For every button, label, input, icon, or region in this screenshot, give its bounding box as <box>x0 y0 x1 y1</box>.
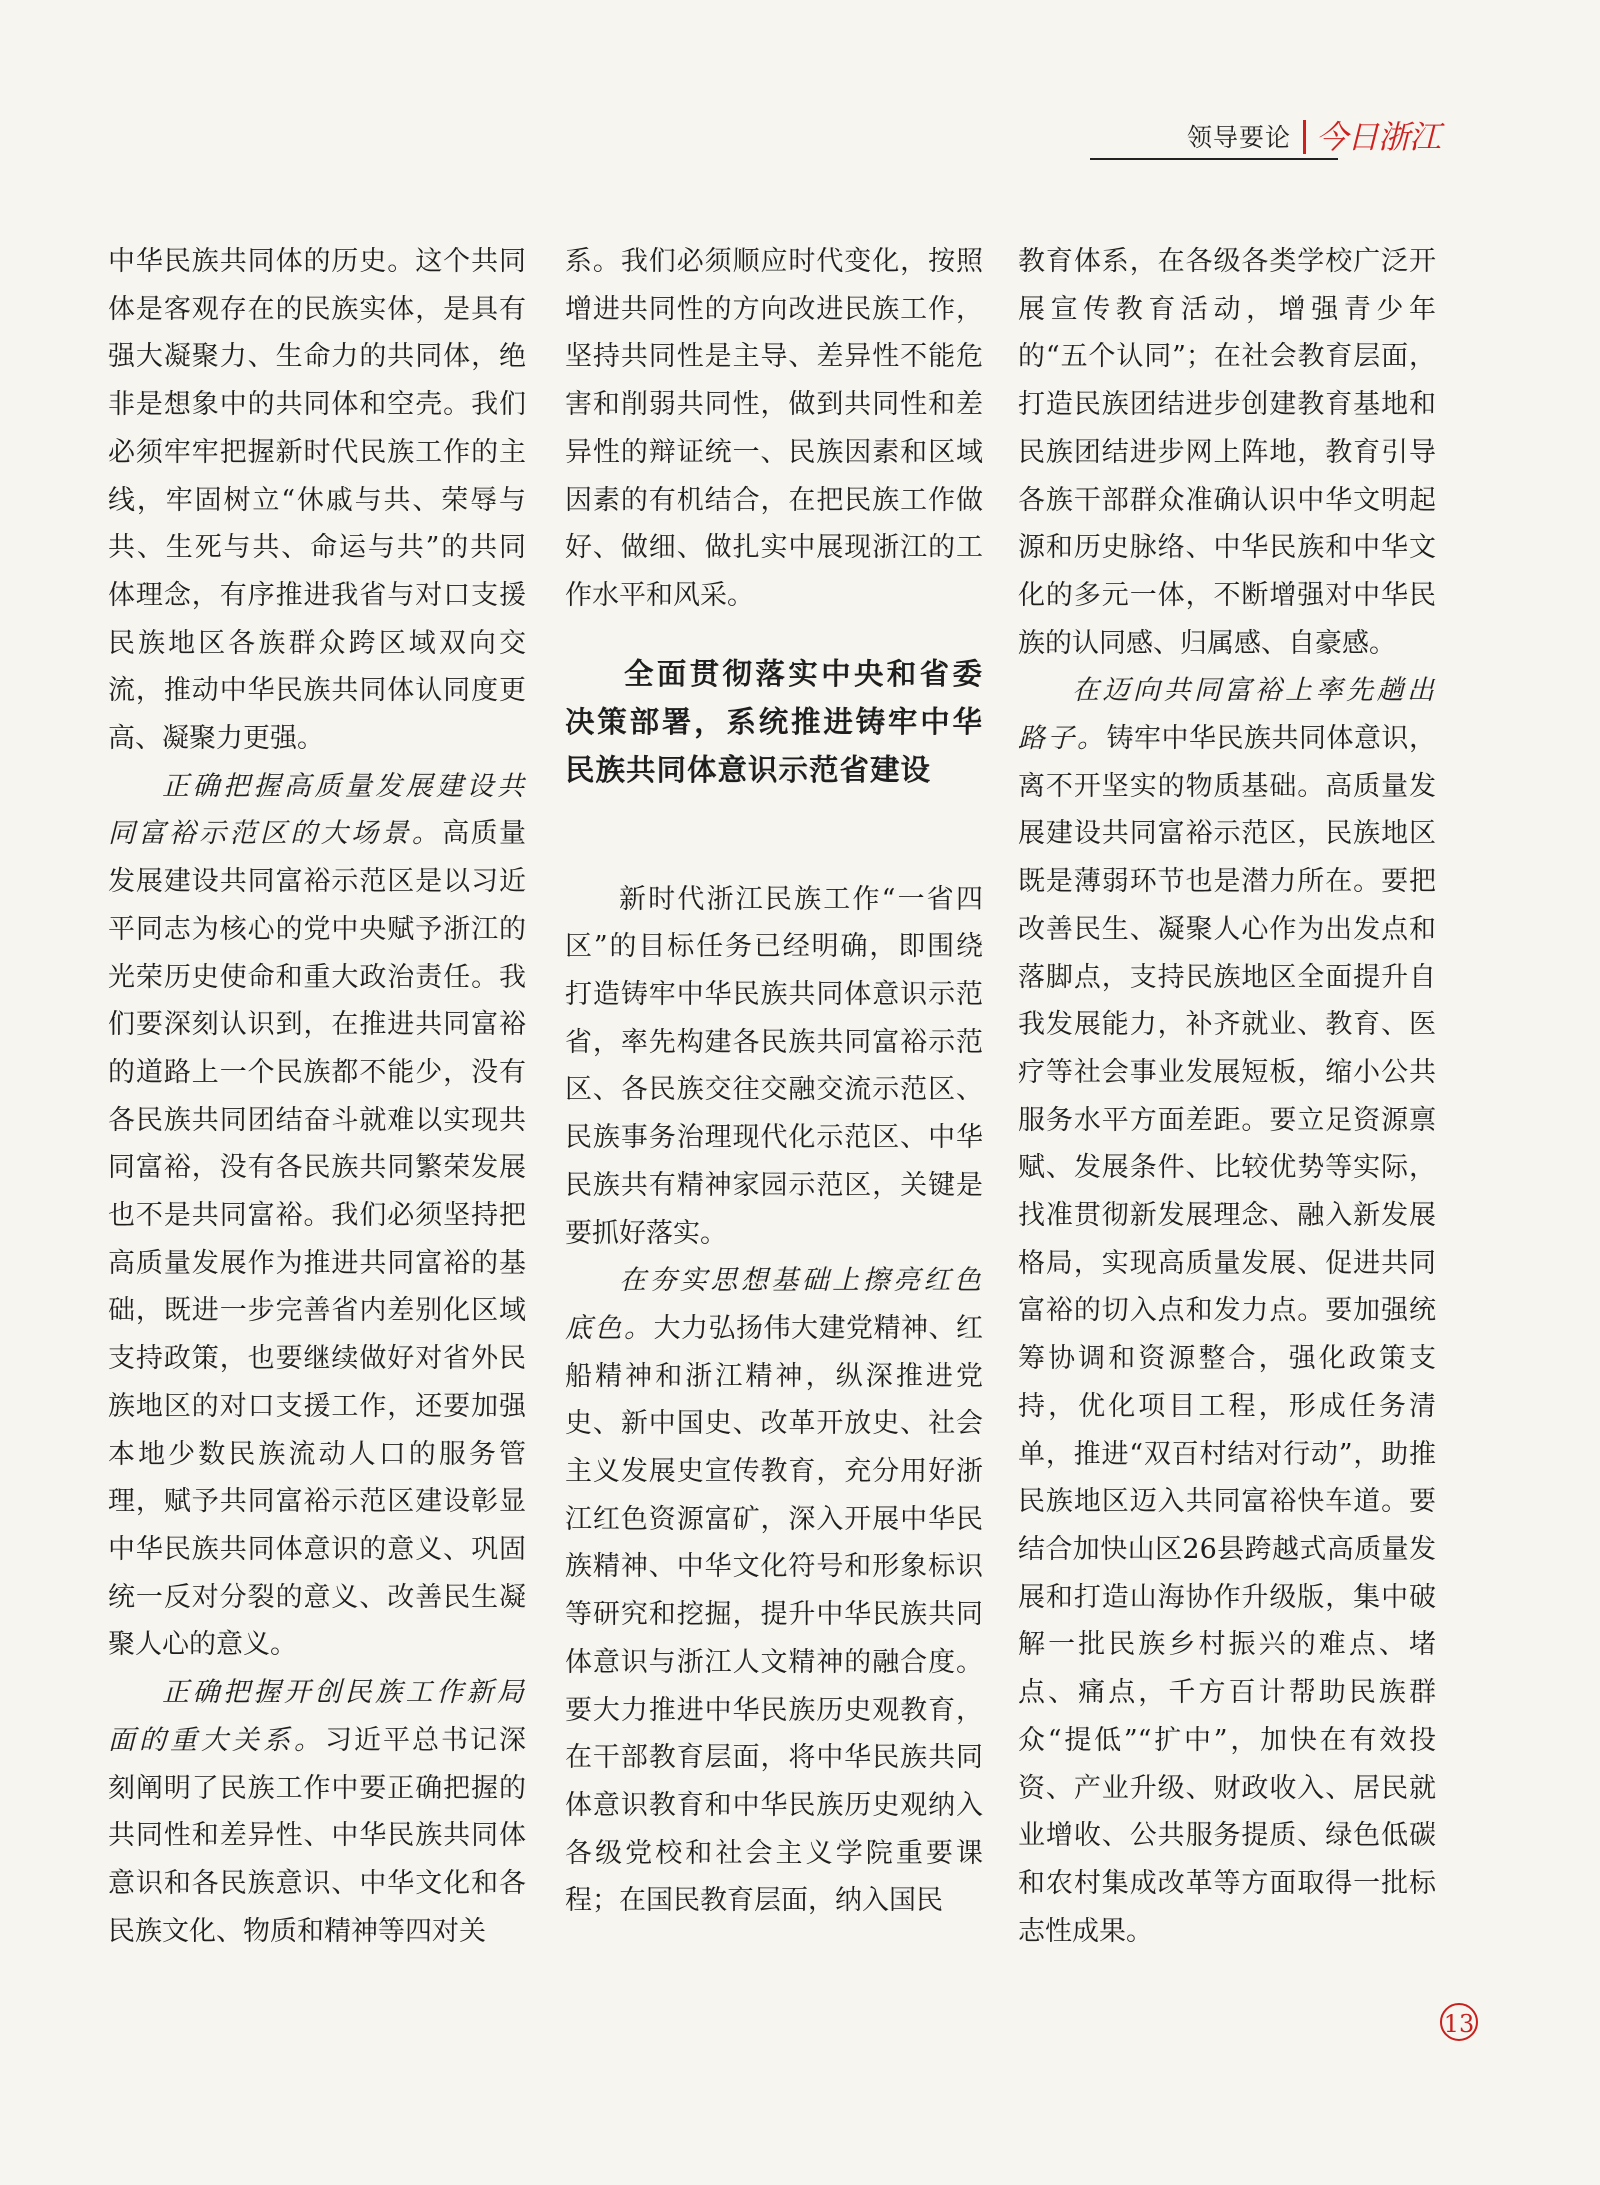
paragraph: 系。我们必须顺应时代变化，按照增进共同性的方向改进民族工作，坚持共同性是主导、差异性不能危害和削弱共同性，做到共同性和差异性的辩证统一、民族因素和区域因素的有机结合，在把民族工作做好、做细、做扎实中展现浙江的工作水平和风采。 <box>565 246 983 611</box>
paragraph-lead: 正确把握开创民族工作新局面的重大关系。 <box>108 1677 526 1756</box>
paragraph <box>108 763 526 1669</box>
running-header <box>1187 112 1440 160</box>
page-number: 13 <box>1440 2003 1478 2041</box>
paragraph <box>108 1669 526 1955</box>
paragraph: 教育体系，在各级各类学校广泛开展宣传教育活动，增强青少年的“五个认同”；在社会教育层面，打造民族团结进步创建教育基地和民族团结进步网上阵地，教育引导各族干部群众准确认识中华文明起源和历史脉络、中华民族和中华文化的多元一体，不断增强对中华民族的认同感、归属感、自豪感。 <box>1018 246 1436 659</box>
paragraph <box>565 1257 983 1925</box>
text-column-3 <box>1018 238 1436 1955</box>
magazine-logo: 今日浙江 <box>1315 118 1440 156</box>
paragraph-body: 高质量发展建设共同富裕示范区是以习近平同志为核心的党中央赋予浙江的光荣历史使命和重大政治责任。我们要深刻认识到，在推进共同富裕的道路上一个民族都不能少，没有各民族共同团结奋斗就难以实现共同富裕，没有各民族共同繁荣发展也不是共同富裕。我们必须坚持把高质量发展作为推进共同富裕的基础，既进一步完善省内差别化区域支持政策，也要继续做好对省外民族地区的对口支援工作，还要加强本地少数民族流动人口的服务管理，赋予共同富裕示范区建设彰显中华民族共同体意识的意义、巩固统一反对分裂的意义、改善民生凝聚人心的意义。 <box>108 818 527 1661</box>
section-label: 领导要论 <box>1186 123 1291 152</box>
paragraph <box>1018 667 1436 1955</box>
paragraph-body: 习近平总书记深刻阐明了民族工作中要正确把握的共同性和差异性、中华民族共同体意识和各民族意识、中华文化和各民族文化、物质和精神等四对关 <box>108 1724 526 1947</box>
paragraph-lead: 正确把握高质量发展建设共同富裕示范区的大场景。 <box>108 770 526 850</box>
text-column-1 <box>108 238 526 1955</box>
text-column-2 <box>565 238 983 1925</box>
paragraph-lead: 在夯实思想基础上擦亮红色底色。 <box>565 1265 983 1344</box>
paragraph-lead: 在迈向共同富裕上率先趟出路子。 <box>1018 675 1436 755</box>
header-divider <box>1303 120 1306 154</box>
paragraph-body: 大力弘扬伟大建党精神、红船精神和浙江精神，纵深推进党史、新中国史、改革开放史、社会主义发展史宣传教育，充分用好浙江红色资源富矿，深入开展中华民族精神、中华文化符号和形象标识等研究和挖掘，提升中华民族共同体意识与浙江人文精神的融合度。要大力推进中华民族历史观教育，在干部教育层面，将中华民族共同体意识教育和中华民族历史观纳入各级党校和社会主义学院重要课程；在国民教育层面，纳入国民 <box>565 1312 983 1917</box>
section-heading: 全面贯彻落实中央和省委决策部署，系统推进铸牢中华民族共同体意识示范省建设 <box>565 656 983 787</box>
paragraph-body: 铸牢中华民族共同体意识，离不开坚实的物质基础。高质量发展建设共同富裕示范区，民族地区既是薄弱环节也是潜力所在。要把改善民生、凝聚人心作为出发点和落脚点，支持民族地区全面提升自我发展能力，补齐就业、教育、医疗等社会事业发展短板，缩小公共服务水平方面差距。要立足资源禀赋、发展条件、比较优势等实际，找准贯彻新发展理念、融入新发展格局，实现高质量发展、促进共同富裕的切入点和发力点。要加强统筹协调和资源整合，强化政策支持，优化项目工程，形成任务清单，推进“双百村结对行动”，助推民族地区迈入共同富裕快车道。要结合加快山区26县跨越式高质量发展和打造山海协作升级版，集中破解一批民族乡村振兴的难点、堵点、痛点，千方百计帮助民族群众“提低”“扩中”，加快在有效投资、产业升级、财政收入、居民就业增收、公共服务提质、绿色低碳和农村集成改革等方面取得一批标志性成果。 <box>1018 723 1436 1947</box>
header-rule <box>1090 158 1338 160</box>
paragraph: 新时代浙江民族工作“一省四区”的目标任务已经明确，即围绕打造铸牢中华民族共同体意识示范省，率先构建各民族共同富裕示范区、各民族交往交融交流示范区、民族事务治理现代化示范区、中华民族共有精神家园示范区，关键是要抓好落实。 <box>565 883 983 1249</box>
paragraph: 中华民族共同体的历史。这个共同体是客观存在的民族实体，是具有强大凝聚力、生命力的共同体，绝非是想象中的共同体和空壳。我们必须牢牢把握新时代民族工作的主线，牢固树立“休戚与共、荣辱与共、生死与共、命运与共”的共同体理念，有序推进我省与对口支援民族地区各族群众跨区域双向交流，推动中华民族共同体认同度更高、凝聚力更强。 <box>108 246 526 755</box>
